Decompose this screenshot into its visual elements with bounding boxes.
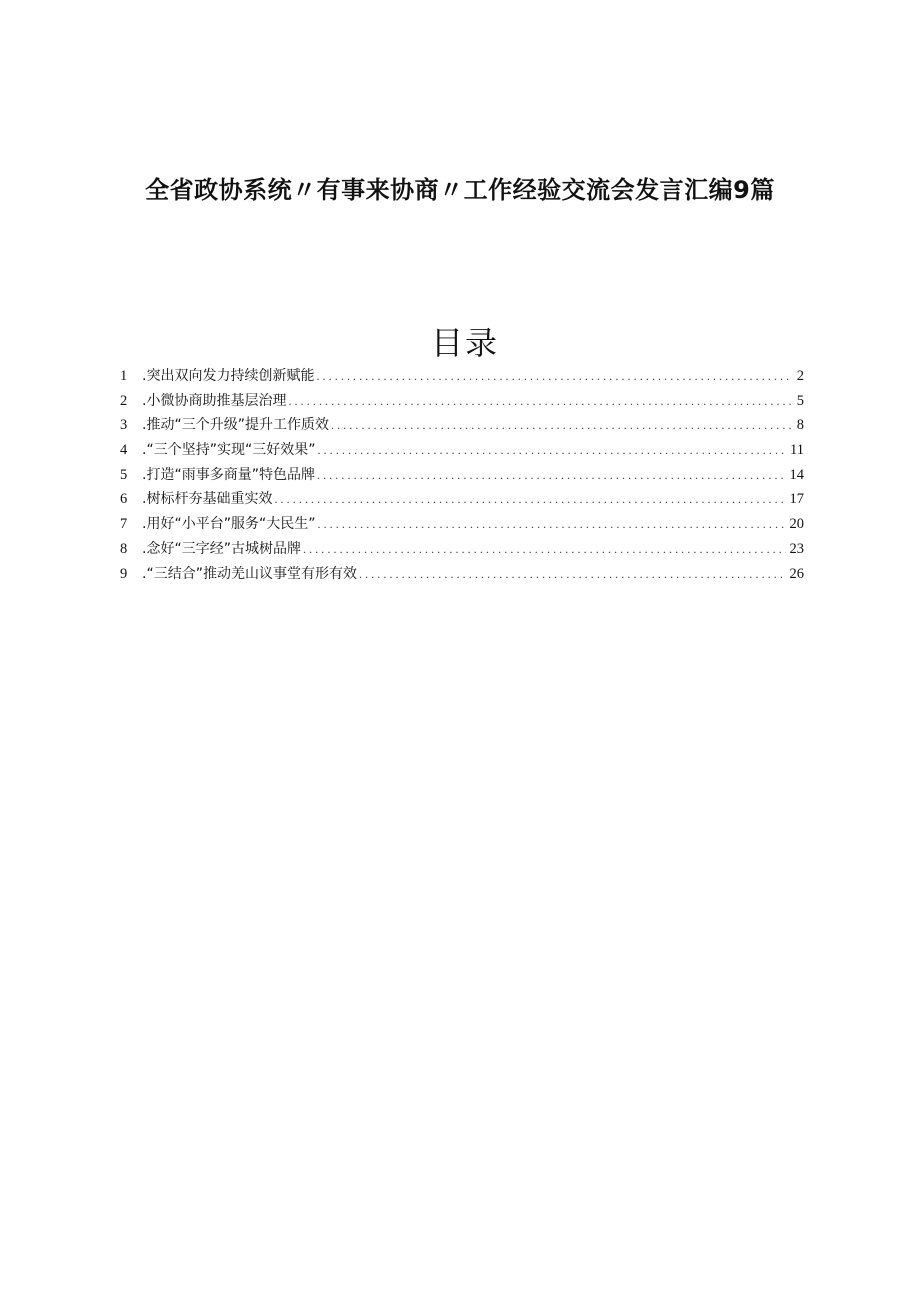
document-title: 全省政协系统〃有事来协商〃工作经验交流会发言汇编9篇: [145, 176, 775, 204]
toc-entry-page: 20: [789, 516, 804, 533]
toc-entry-number: 5: [120, 466, 128, 483]
toc-entry-number: 7: [120, 516, 128, 533]
toc-entry-7[interactable]: [120, 512, 804, 537]
table-of-contents: [120, 364, 804, 586]
toc-entry-8[interactable]: [120, 537, 804, 562]
toc-entry-title: .用好“小平台”服务“大民生”: [142, 516, 316, 533]
toc-entry-1[interactable]: [120, 364, 804, 389]
toc-entry-title: .推动“三个升级”提升工作质效: [142, 417, 329, 434]
toc-entry-title: .打造“雨事多商量”特色品牌: [142, 466, 315, 483]
toc-dot-leader: [288, 389, 792, 414]
toc-dot-leader: [317, 512, 785, 537]
toc-entry-4[interactable]: [120, 438, 804, 463]
toc-entry-title: .树标杆夯基础重实效: [142, 491, 273, 508]
toc-heading: 目录: [430, 324, 499, 362]
toc-entry-number: 3: [120, 417, 128, 434]
toc-entry-9[interactable]: [120, 562, 804, 587]
toc-entry-number: 4: [120, 442, 128, 459]
toc-entry-number: 9: [120, 565, 128, 582]
toc-entry-3[interactable]: [120, 413, 804, 438]
toc-dot-leader: [316, 364, 792, 389]
toc-entry-page: 26: [789, 565, 804, 582]
toc-entry-number: 2: [120, 392, 128, 409]
toc-dot-leader: [331, 413, 793, 438]
toc-entry-2[interactable]: [120, 389, 804, 414]
toc-entry-page: 23: [789, 540, 804, 557]
toc-entry-page: 14: [789, 466, 804, 483]
toc-entry-6[interactable]: [120, 487, 804, 512]
toc-entry-page: 11: [790, 442, 804, 459]
toc-dot-leader: [359, 562, 786, 587]
toc-entry-title: .“三结合”推动羌山议事堂有形有效: [142, 565, 357, 582]
toc-dot-leader: [317, 463, 786, 488]
toc-entry-page: 8: [796, 417, 804, 434]
toc-entry-5[interactable]: [120, 463, 804, 488]
toc-entry-page: 2: [796, 368, 804, 384]
toc-dot-leader: [274, 487, 785, 512]
toc-entry-title: .“三个坚持”实现“三好效果”: [142, 442, 316, 459]
toc-entry-page: 17: [789, 491, 804, 508]
toc-dot-leader: [317, 438, 786, 463]
toc-entry-number: 8: [120, 540, 128, 557]
toc-entry-title: .突出双向发力持续创新赋能: [142, 368, 315, 384]
toc-entry-number: 6: [120, 491, 128, 508]
toc-entry-title: .小微协商助推基层治理: [142, 392, 287, 409]
toc-entry-number: 1: [120, 368, 128, 384]
toc-entry-title: .念好“三字经”古城树品牌: [142, 540, 301, 557]
toc-entry-page: 5: [796, 392, 804, 409]
toc-dot-leader: [303, 537, 786, 562]
